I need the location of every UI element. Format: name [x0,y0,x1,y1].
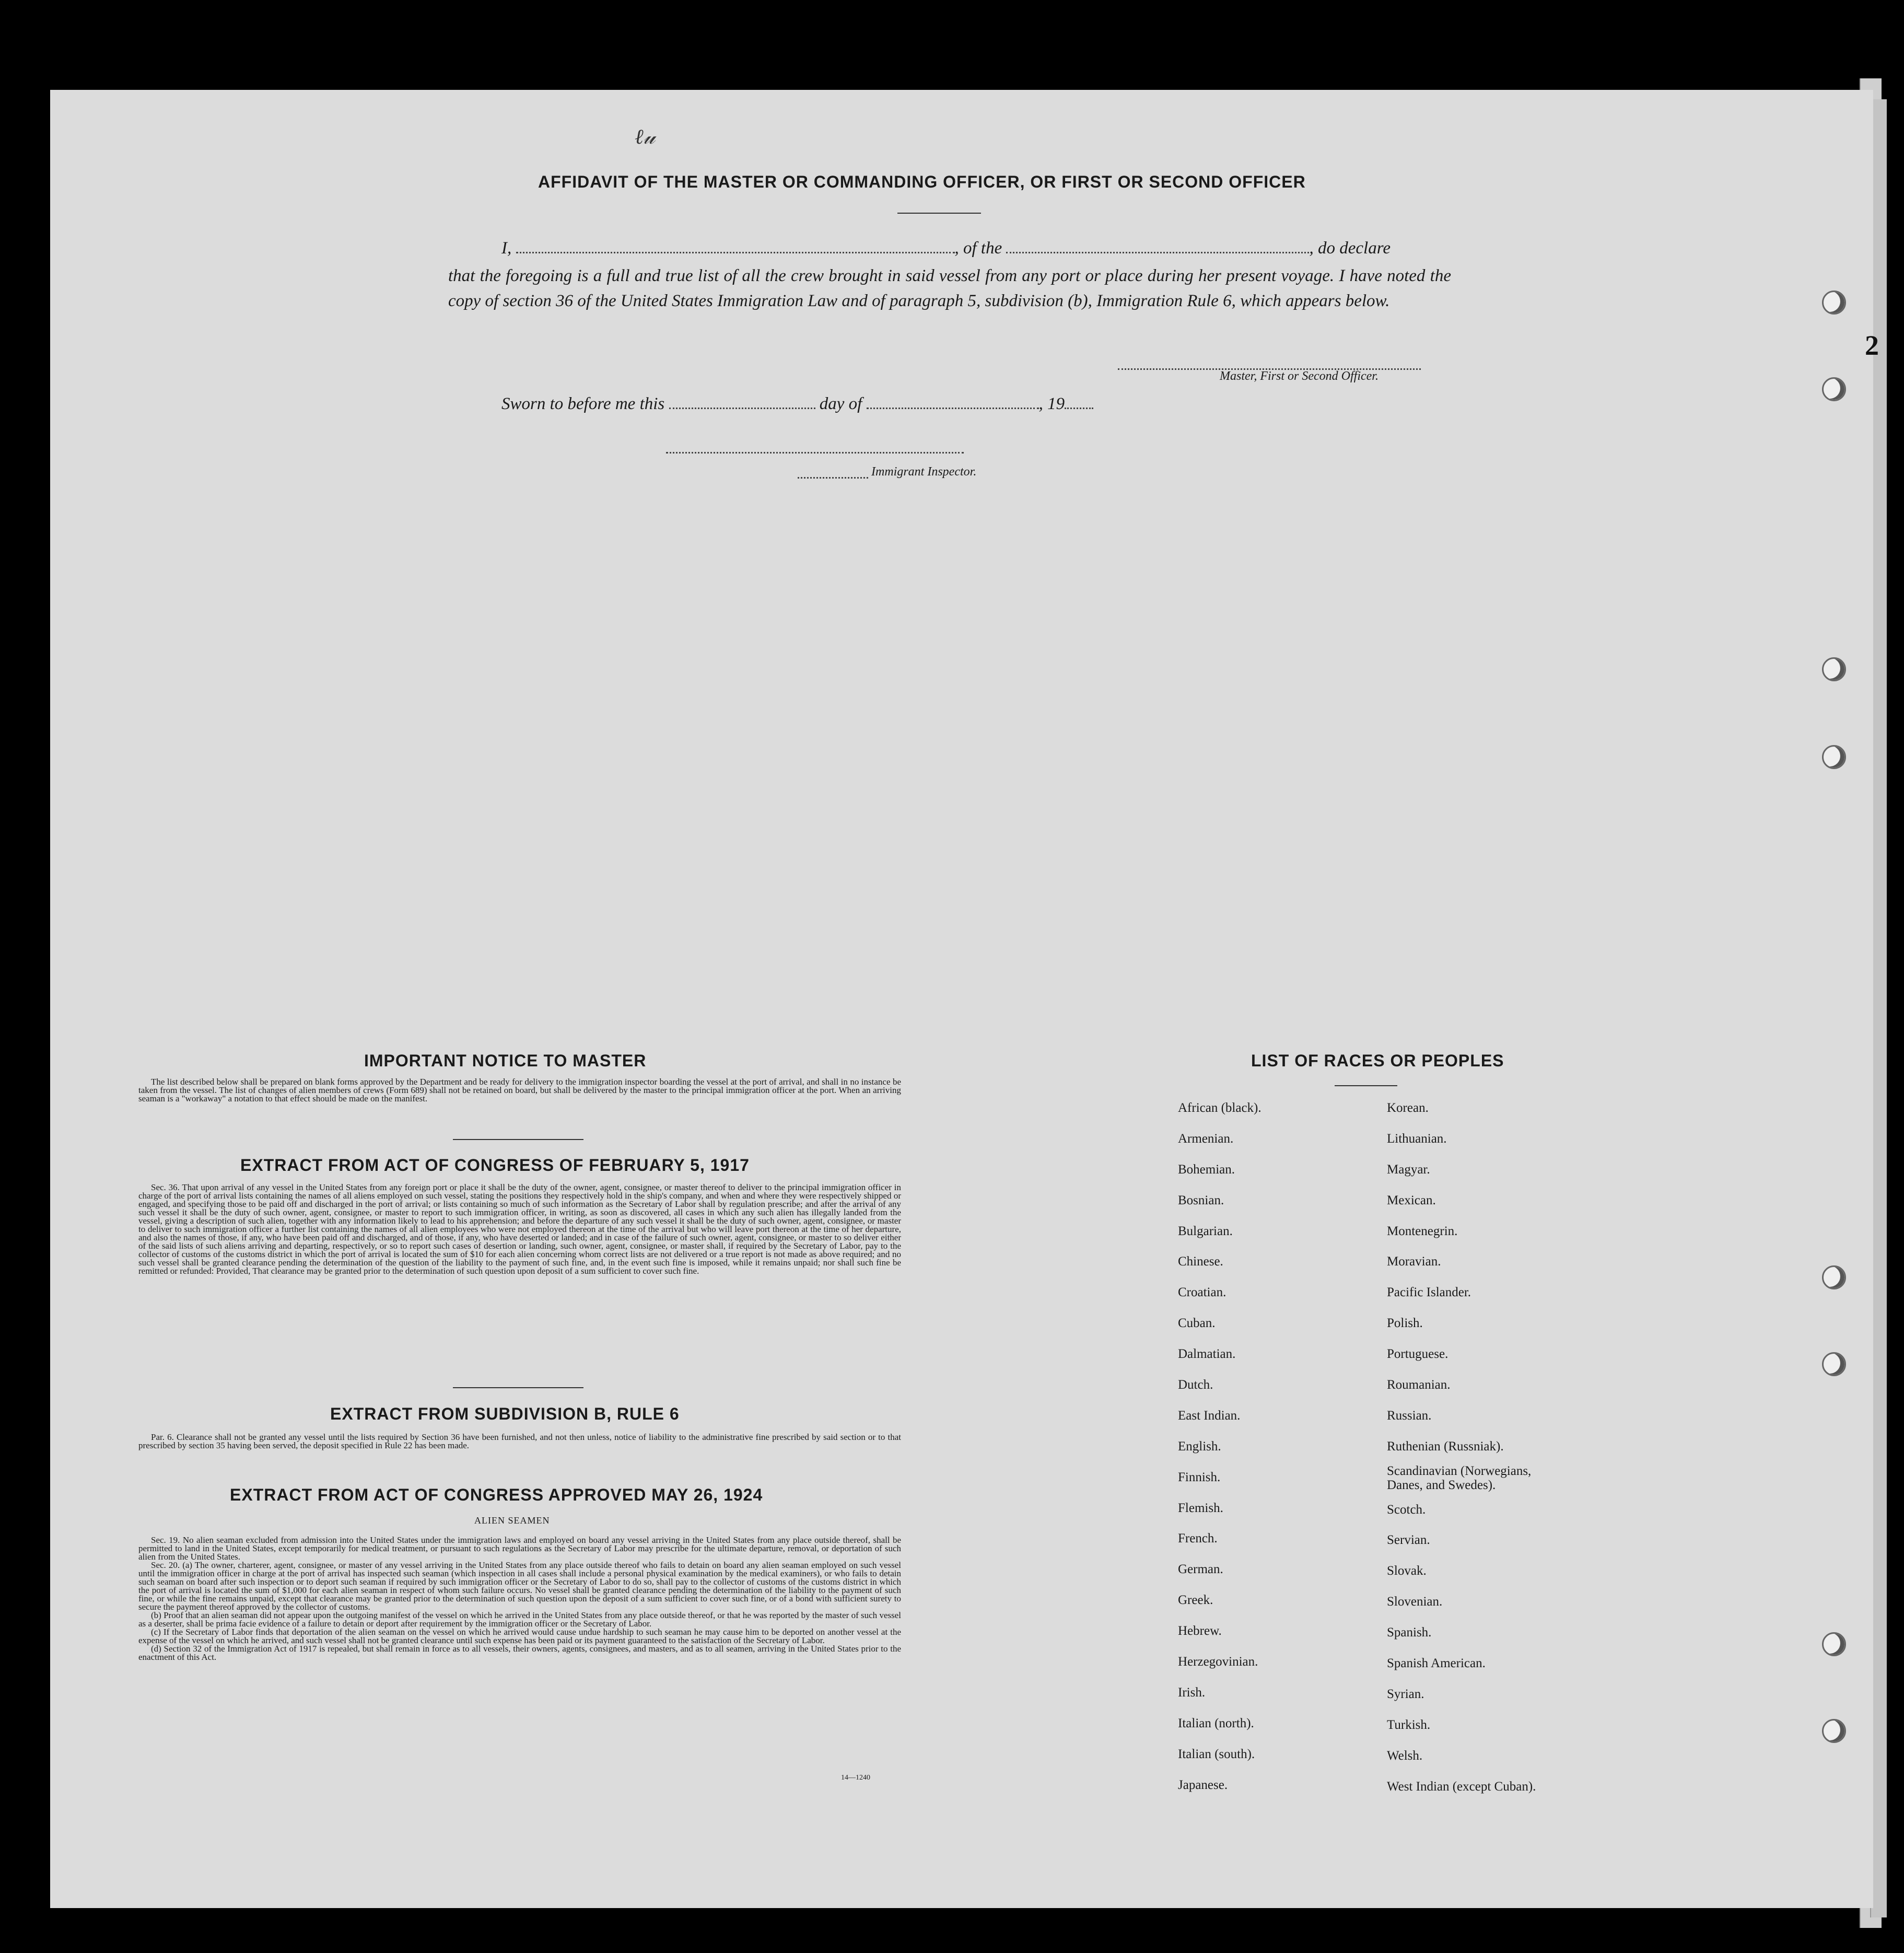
race-item: Russian. [1387,1408,1432,1423]
sec-19-paragraph: Sec. 19. No alien seaman excluded from admission into the United States under the immigration laws and employed on board any vessel arriving in the United States from any place outside thereof, shall be permitted to land in the United States, except temporarily for medical treatment, or pursuant to such regulations as the Secretary of Labor may prescribe for the ultimate departure, removal, or deportation of such alien from the United States. [138,1535,901,1562]
binder-hole [1822,1719,1846,1743]
rule6-text [138,1433,901,1450]
edge-mark: 2 [1865,330,1879,361]
race-item: Japanese. [1178,1777,1228,1792]
extract-1924-title: EXTRACT FROM ACT OF CONGRESS APPROVED MAY 26, 1924 [230,1485,763,1504]
race-item: Welsh. [1387,1748,1423,1763]
race-item: Bosnian. [1178,1193,1224,1207]
race-item: Ruthenian (Russniak). [1387,1439,1504,1454]
notice-title: IMPORTANT NOTICE TO MASTER [364,1051,647,1070]
race-item: Slovenian. [1387,1595,1443,1609]
race-item: Turkish. [1387,1717,1431,1732]
declarant-name-blank[interactable] [516,241,955,253]
race-item: Montenegrin. [1387,1224,1458,1238]
race-item: Scandinavian (Norwegians, Danes, and Swedes). [1387,1463,1532,1492]
race-item: Greek. [1178,1593,1213,1608]
race-item: Moravian. [1387,1254,1441,1269]
race-item: Portuguese. [1387,1347,1449,1362]
race-item: Spanish. [1387,1625,1432,1640]
race-item: Bohemian. [1178,1162,1235,1177]
binder-hole [1822,1265,1846,1289]
race-item: Herzegovinian. [1178,1655,1258,1669]
signature-label: Master, First or Second Officer. [1220,369,1379,383]
extract-1917-title: EXTRACT FROM ACT OF CONGRESS OF FEBRUARY 5, 1917 [240,1156,750,1175]
notice-paragraph: The list described below shall be prepared on blank forms approved by the Department and be ready for delivery to the immigration inspector boarding the vessel at the port of arrival, and shall in no instance be taken from the vessel. The list of changes of alien members of crews (Form 689) shall not be retained on board, but shall be delivered by the master to the principal immigration officer at the port. When an arriving seaman is a "workaway" a notation to that effect should be made on the manifest. [138,1077,901,1103]
race-item: Italian (north). [1178,1716,1254,1730]
inspector-label: Immigrant Inspector. [871,465,977,479]
par-6-paragraph: Par. 6. Clearance shall not be granted any vessel until the lists required by Section 36 have been furnished, and not then unless, notice of liability to the administrative fine prescribed by said section or to that prescribed by section 35 having been served, the deposit specified in Rule 22 has been made. [138,1432,901,1450]
race-item: Italian (south). [1178,1747,1255,1761]
rule6-title: EXTRACT FROM SUBDIVISION B, RULE 6 [330,1404,680,1423]
top-scrawl: ℓ𝓊 [635,125,656,148]
race-item: Syrian. [1387,1687,1424,1701]
affidavit-title-rule [897,213,981,214]
officer-signature-blank[interactable] [1118,358,1421,370]
race-item: Scotch. [1387,1502,1426,1517]
alien-seamen-subtitle: ALIEN SEAMEN [474,1515,550,1526]
declare-label: , do declare [1309,239,1391,258]
race-item: Dalmatian. [1178,1347,1236,1362]
race-item: German. [1178,1562,1223,1577]
race-item: Pacific Islander. [1387,1285,1471,1300]
race-item: Polish. [1387,1316,1423,1331]
sworn-label: Sworn to before me this [501,394,665,413]
race-item: Armenian. [1178,1131,1234,1146]
binder-hole [1822,1352,1846,1376]
race-item: African (black). [1178,1101,1261,1115]
extract-1917-text [138,1183,901,1275]
day-of-label: day of [819,394,862,413]
affidavit-title: AFFIDAVIT OF THE MASTER OR COMMANDING OFFICER, OR FIRST OR SECOND OFFICER [538,172,1306,191]
race-item: Hebrew. [1178,1624,1222,1638]
sworn-month-blank[interactable] [867,397,1039,409]
binder-hole [1822,657,1846,681]
notice-text [138,1078,901,1103]
section-rule [453,1387,583,1388]
declarant-label: I, [501,239,512,258]
declaration-body: that the foregoing is a full and true list of all the crew brought in said vessel from any port or place during her present voyage. I have noted the copy of section 36 of the United States Immigration Law and of paragraph 5, subdivision (b), Immigration Rule 6, which appears below. [448,266,1451,310]
binder-hole [1822,377,1846,401]
sworn-day-blank[interactable] [669,397,815,409]
race-item: Cuban. [1178,1316,1216,1331]
inspector-signature-blank[interactable] [666,441,964,454]
race-item: Roumanian. [1387,1378,1451,1392]
race-item: French. [1178,1531,1218,1546]
declaration-line [501,239,1452,258]
race-item: English. [1178,1439,1221,1454]
race-item: Spanish American. [1387,1656,1486,1671]
form-number: 14—1240 [841,1774,870,1782]
race-item: Lithuanian. [1387,1131,1447,1146]
races-right-column [1387,1093,1564,1802]
race-item: Chinese. [1178,1254,1223,1269]
race-item: East Indian. [1178,1408,1241,1423]
sec-20c-paragraph: (c) If the Secretary of Labor finds that deportation of the alien seaman on the vessel on which he arrived would cause undue hardship to such seaman he may cause him to be deported on another vessel at the expense of the vessel on which he arrived, and such vessel shall not be granted clearance until such expense has been paid or its payment guaranteed to the satisfaction of the Secretary of Labor. [138,1627,901,1645]
race-item: Irish. [1178,1685,1206,1700]
sworn-year-blank[interactable] [1065,397,1093,409]
race-item: Finnish. [1178,1470,1221,1484]
extract-1924-text [138,1536,901,1661]
race-item: Bulgarian. [1178,1224,1233,1238]
sec-20b-paragraph: (b) Proof that an alien seaman did not appear upon the outgoing manifest of the vessel on which he arrived in the United States from any place outside thereof, or that he was reported by the master of such vessel as a deserter, shall be prima facie evidence of a failure to detain or deport after requirement by the immigration officer or the Secretary of Labor. [138,1610,901,1629]
vessel-label: , of the [954,239,1002,258]
race-item: Servian. [1387,1533,1430,1548]
sec-20d-paragraph: (d) Section 32 of the Immigration Act of 1917 is repealed, but shall remain in force as to all vessels, their owners, agents, consignees, and masters, and as to all seamen, arriving in the United States prior to the enactment of this Act. [138,1644,901,1662]
vessel-name-blank[interactable] [1006,241,1309,253]
race-item: Magyar. [1387,1162,1430,1177]
races-title-rule [1335,1085,1397,1086]
binder-hole [1822,290,1846,315]
binder-hole [1822,1632,1846,1656]
section-36-paragraph: Sec. 36. That upon arrival of any vessel in the United States from any foreign port or place it shall be the duty of the owner, agent, consignee, or master thereof to deliver to the principal immigration officer in charge of the port of arrival lists containing the names of all aliens employed on such vessel, stating the positions they respectively hold in the ship's company, and when and where they were respectively shipped or engaged, and specifying those to be paid off and discharged in the port of arrival; or lists containing so much of such information as the Secretary of Labor shall by regulation prescribe; and after the arrival of any such vessel it shall be the duty of such owner, agent, consignee, or master to report to such immigration officer, in writing, as soon as discovered, all cases in which any such alien has illegally landed from the vessel, giving a description of such alien, together with any information likely to lead to his apprehension; and before the departure of any such vessel it shall be the duty of such owner, agent, consignee, or master to deliver to such immigration officer a further list containing the names of all alien employees who were not employed thereon at the time of the arrival but who will leave port thereon at the time of her departure, and also the names of those, if any, who have been paid off and discharged, and of those, if any, who have deserted or landed; and in case of the failure of such owner, agent, consignee, or master to so deliver either of the said lists of such aliens arriving and departing, respectively, or so to report such cases of desertion or landing, such owner, agent, consignee, or master shall, if required by the Secretary of Labor, pay to the collector of customs of the customs district in which the port of arrival is located the sum of $10 for each alien concerning whom correct lists are not delivered or a true report is not made as above required; and no such vessel shall be granted clearance pending the determination of the question of the liability to the payment of such fine, and, in the event such fine is imposed, while it remains unpaid; nor shall such fine be remitted or refunded: Provided, That clearance may be granted prior to the determination of such question upon deposit of a sum sufficient to cover such fine. [138,1182,901,1276]
inspector-leader [798,467,868,479]
sworn-line [501,394,1093,414]
races-left-column [1178,1093,1261,1800]
race-item: Dutch. [1178,1378,1213,1392]
races-title: LIST OF RACES OR PEOPLES [1251,1051,1504,1070]
race-item: Flemish. [1178,1501,1223,1515]
race-item: Mexican. [1387,1193,1436,1207]
race-item: Korean. [1387,1101,1429,1115]
section-rule [453,1139,583,1140]
race-item: West Indian (except Cuban). [1387,1779,1536,1794]
sec-20a-paragraph: Sec. 20. (a) The owner, charterer, agent, consignee, or master of any vessel arriving in the United States from any place outside thereof who fails to detain on board any alien seaman employed on such vessel until the immigration officer in charge at the port of arrival has inspected such seaman (which inspection in all cases shall include a personal physical examination by the medical examiners), or who fails to detain such seaman on board after such inspection or to deport such seaman if required by such immigration officer or the Secretary of Labor to do so, shall pay to the collector of customs of the customs district in which the port of arrival is located the sum of $1,000 for each alien seaman in respect of whom such failure occurs. No vessel shall be granted clearance pending the determination of the liability to the payment of such fine, or while the fine remains unpaid, except that clearance may be granted prior to the determination of such question upon the deposit of a sum sufficient to cover such fine, or of a bond with sufficient surety to secure the payment thereof approved by the collector of customs. [138,1560,901,1612]
race-item: Croatian. [1178,1285,1226,1300]
race-item: Slovak. [1387,1564,1427,1578]
binder-hole [1822,745,1846,769]
year-label: , 19 [1038,394,1065,413]
